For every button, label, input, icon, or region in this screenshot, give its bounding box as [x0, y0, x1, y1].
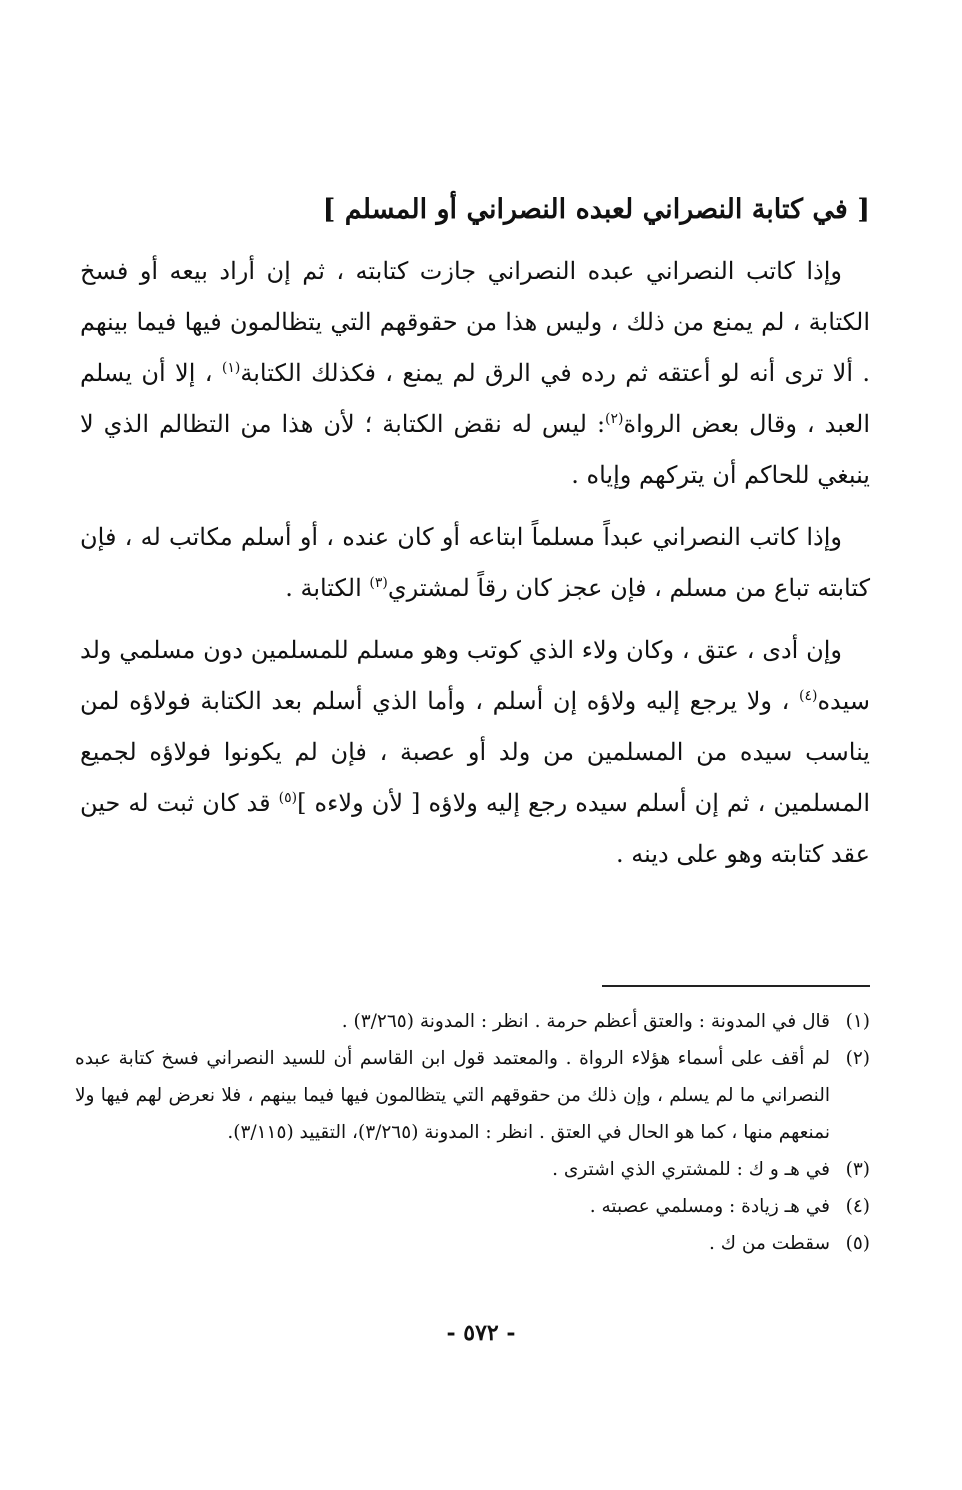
- paragraph-text: الكتابة .: [285, 574, 362, 602]
- footnote-ref-5[interactable]: (٥): [278, 790, 298, 806]
- footnote-4: [75, 1188, 870, 1225]
- paragraph-text: وإذا كاتب النصراني عبداً مسلماً ابتاعه أو كان عنده ، أو أسلم مكاتب له ، فإن كتابته تباع من مسلم ، فإن عجز كان رقاً لمشتري: [80, 523, 870, 602]
- footnotes-list: [75, 1003, 870, 1262]
- main-text: [80, 246, 870, 891]
- footnote-text: في هـ و ك : للمشتري الذي اشترى .: [552, 1159, 830, 1180]
- footnote-number: (١): [845, 1011, 870, 1032]
- footnote-ref-1[interactable]: (١): [221, 360, 241, 376]
- footnote-ref-2[interactable]: (٢): [605, 411, 624, 427]
- footnote-1: [75, 1003, 870, 1040]
- paragraph-text: وإن أدى ، عتق ، وكان ولاء الذي كوتب وهو مسلم للمسلمين دون مسلمي ولد سيده: [80, 636, 870, 715]
- footnote-3: [75, 1151, 870, 1188]
- footnote-2: [75, 1040, 870, 1151]
- page-number: - ٥٧٢ -: [446, 1320, 516, 1346]
- footnote-text: قال في المدونة : والعتق أعظم حرمة . انظر : المدونة (٣/٢٦٥) .: [341, 1011, 830, 1032]
- paragraph-3: [80, 625, 870, 880]
- paragraph-2: [80, 512, 870, 614]
- paragraph-text: قد كان ثبت له حين عقد كتابته وهو على دينه .: [80, 789, 870, 868]
- footnote-number: (٤): [845, 1196, 870, 1217]
- footnote-divider: [602, 985, 870, 987]
- paragraph-1: [80, 246, 870, 501]
- footnote-number: (٣): [845, 1159, 870, 1180]
- footnote-number: (٢): [845, 1048, 870, 1069]
- paragraph-text: وإذا كاتب النصراني عبده النصراني جازت كتابته ، ثم إن أراد بيعه أو فسخ الكتابة ، لم يمنع من ذلك ، وليس هذا من حقوقهم التي يتظالمون فيها فيما بينهم . ألا ترى أنه لو أعتقه ثم رده في الرق لم يمنع ، فكذلك الكتابة: [80, 257, 870, 387]
- footnote-text: في هـ زيادة : ومسلمي عصبته .: [589, 1196, 830, 1217]
- footnote-text: سقطت من ك .: [709, 1233, 830, 1254]
- footnote-number: (٥): [845, 1233, 870, 1254]
- footnote-ref-4[interactable]: (٤): [799, 688, 818, 704]
- footnote-ref-3[interactable]: (٣): [369, 575, 388, 591]
- footnote-text: لم أقف على أسماء هؤلاء الرواة . والمعتمد قول ابن القاسم أن للسيد النصراني فسخ كتابة عبده النصراني ما لم يسلم ، وإن ذلك من حقوقهم التي يتظالمون فيها فيما بينهم ، فلا نعرض لهم فيها ولا نمنعهم منها ، كما هو الحال في العتق . انظر : المدونة (٣/٢٦٥)، التقييد (٣/١١٥).: [75, 1048, 830, 1143]
- paragraph-text: : ليس له نقض الكتابة ؛ لأن هذا من التظالم الذي لا ينبغي للحاكم أن يتركهم وإياه .: [80, 410, 870, 489]
- paragraph-text: ، ولا يرجع إليه ولاؤه إن أسلم ، وأما الذي أسلم بعد الكتابة فولاؤه لمن يناسب سيده من المسلمين من ولد أو عصبة ، فإن لم يكونوا فولاؤه لجميع المسلمين ، ثم إن أسلم سيده رجع إليه ولاؤه [ لأن ولاءه ]: [80, 687, 870, 817]
- section-heading: [ في كتابة النصراني لعبده النصراني أو المسلم ]: [322, 194, 870, 225]
- footnote-5: [75, 1225, 870, 1262]
- paragraph-text: ، إلا أن يسلم العبد ، وقال بعض الرواة: [80, 359, 870, 438]
